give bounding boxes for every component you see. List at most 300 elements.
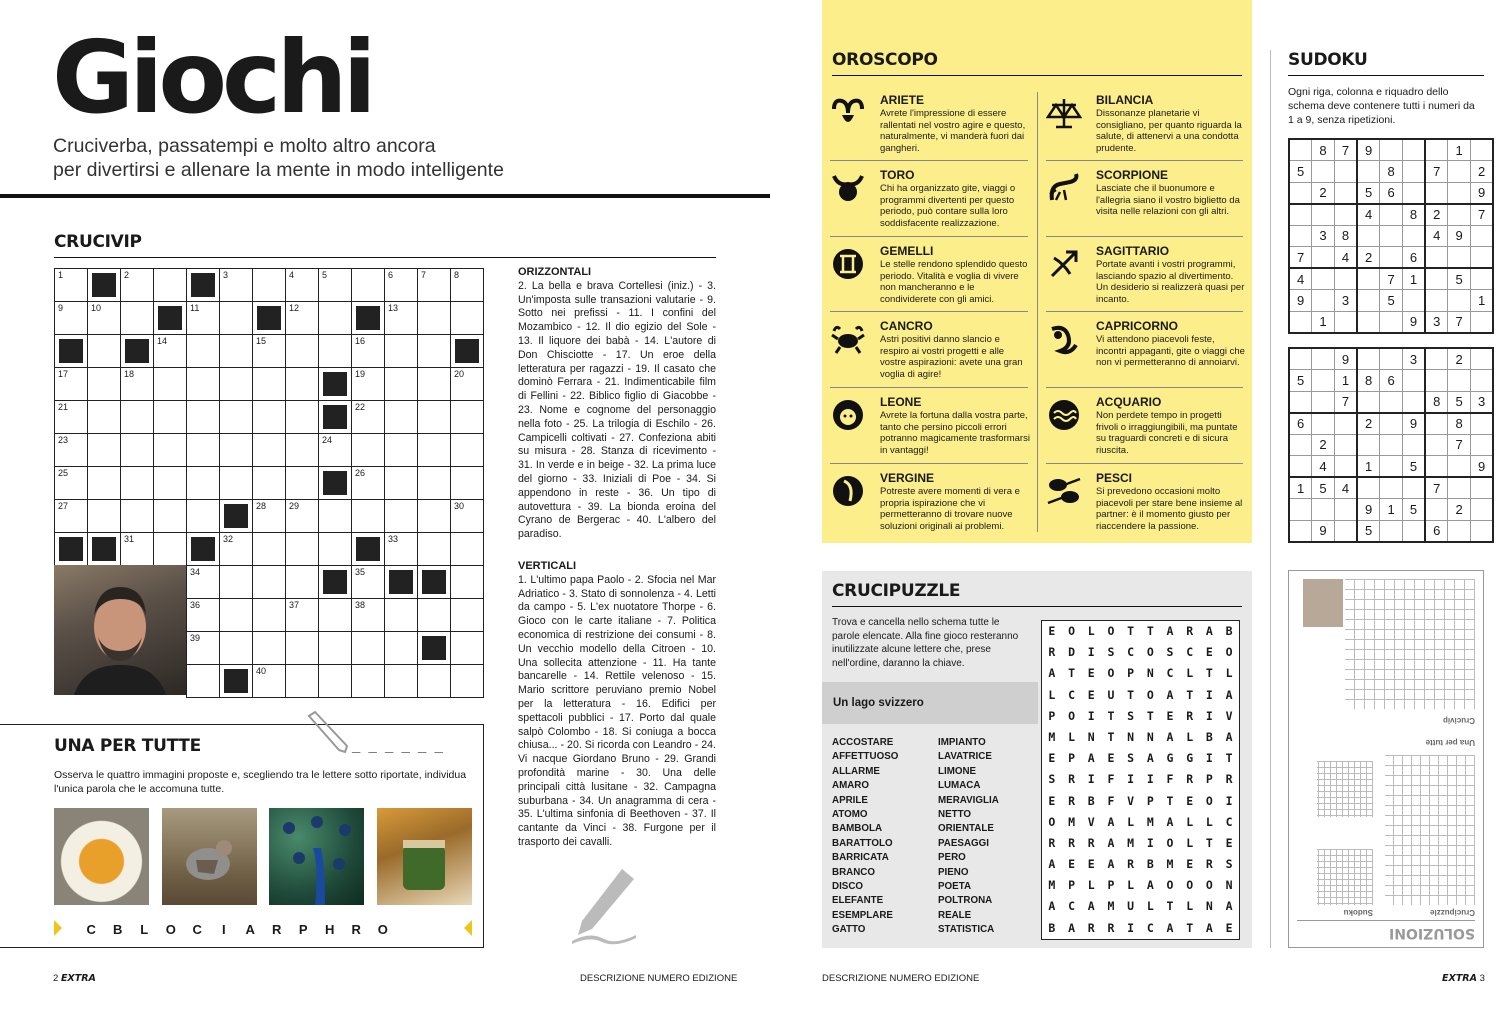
sudoku-cell[interactable] [1289, 139, 1312, 161]
sudoku-cell[interactable]: 2 [1471, 161, 1494, 183]
sudoku-cell[interactable] [1448, 247, 1471, 269]
wordsearch-letter[interactable]: I [1087, 645, 1095, 660]
crossword-cell[interactable] [88, 335, 121, 368]
crossword-cell[interactable] [385, 533, 418, 566]
wordsearch-letter[interactable]: A [1225, 687, 1233, 702]
sudoku-cell[interactable]: 7 [1448, 311, 1471, 333]
sudoku-cell[interactable]: 3 [1334, 290, 1357, 312]
wordsearch-letter[interactable]: G [1166, 751, 1174, 766]
crossword-cell[interactable] [319, 368, 352, 401]
wordsearch-letter[interactable]: E [1068, 857, 1075, 872]
wordsearch-letter[interactable]: R [1186, 772, 1194, 787]
crossword-cell[interactable] [385, 500, 418, 533]
crossword-cell[interactable] [154, 302, 187, 335]
sudoku-cell[interactable]: 2 [1357, 247, 1380, 269]
letter-tile[interactable]: P [298, 922, 308, 937]
wordsearch-letter[interactable]: S [1127, 751, 1135, 766]
crossword-cell[interactable] [220, 566, 253, 599]
sudoku-cell[interactable] [1448, 161, 1471, 183]
sudoku-cell[interactable] [1357, 348, 1380, 370]
wordsearch-letter[interactable]: S [1127, 708, 1135, 723]
wordsearch-letter[interactable]: O [1225, 645, 1233, 660]
wordsearch-letter[interactable]: E [1186, 857, 1194, 872]
sudoku-cell[interactable] [1380, 477, 1403, 499]
sudoku-cell[interactable]: 9 [1471, 182, 1494, 204]
crossword-cell[interactable] [187, 401, 220, 434]
wordsearch-letter[interactable]: T [1166, 793, 1174, 808]
wordsearch-letter[interactable]: I [1146, 835, 1154, 850]
crossword-cell[interactable] [121, 500, 154, 533]
wordsearch-letter[interactable]: I [1205, 751, 1213, 766]
crossword-cell[interactable] [253, 269, 286, 302]
sudoku-cell[interactable] [1402, 520, 1425, 542]
wordsearch-letter[interactable]: C [1068, 687, 1075, 702]
sudoku-cell[interactable] [1425, 247, 1448, 269]
wordsearch-letter[interactable]: T [1186, 687, 1194, 702]
sudoku-cell[interactable] [1312, 391, 1335, 413]
crossword-cell[interactable] [451, 401, 484, 434]
wordsearch-letter[interactable]: B [1048, 920, 1056, 935]
crossword-cell[interactable] [220, 533, 253, 566]
sudoku-cell[interactable] [1289, 499, 1312, 521]
crossword-cell[interactable] [418, 665, 451, 698]
sudoku-cell[interactable] [1312, 268, 1335, 290]
sudoku-cell[interactable] [1357, 391, 1380, 413]
crossword-cell[interactable] [418, 368, 451, 401]
crossword-cell[interactable] [55, 269, 88, 302]
crossword-cell[interactable] [55, 533, 88, 566]
sudoku-cell[interactable] [1425, 456, 1448, 478]
sudoku-cell[interactable]: 9 [1402, 311, 1425, 333]
crossword-cell[interactable] [385, 269, 418, 302]
wordsearch-letter[interactable]: P [1146, 793, 1154, 808]
crossword-cell[interactable] [154, 368, 187, 401]
crossword-cell[interactable] [88, 269, 121, 302]
crossword-cell[interactable] [385, 401, 418, 434]
crossword-cell[interactable] [418, 434, 451, 467]
sudoku-cell[interactable] [1380, 456, 1403, 478]
letter-tile[interactable]: R [272, 922, 282, 937]
wordsearch-letter[interactable]: R [1048, 835, 1056, 850]
wordsearch-letter[interactable]: V [1225, 708, 1233, 723]
sudoku-cell[interactable]: 1 [1289, 477, 1312, 499]
crossword-cell[interactable] [187, 434, 220, 467]
crossword-cell[interactable] [418, 533, 451, 566]
sudoku-cell[interactable] [1334, 434, 1357, 456]
wordsearch-letter[interactable]: M [1146, 814, 1154, 829]
wordsearch-letter[interactable]: N [1146, 666, 1154, 681]
crossword-cell[interactable] [154, 500, 187, 533]
crossword-cell[interactable] [451, 500, 484, 533]
sudoku-cell[interactable]: 3 [1402, 348, 1425, 370]
crossword-cell[interactable] [121, 401, 154, 434]
wordsearch-letter[interactable]: T [1205, 666, 1213, 681]
sudoku-cell[interactable] [1448, 290, 1471, 312]
crossword-cell[interactable] [55, 434, 88, 467]
wordsearch-letter[interactable]: T [1146, 708, 1154, 723]
wordsearch-letter[interactable]: R [1127, 857, 1135, 872]
sudoku-cell[interactable]: 9 [1402, 413, 1425, 435]
crossword-cell[interactable] [253, 599, 286, 632]
crossword-cell[interactable] [187, 500, 220, 533]
crossword-cell[interactable] [352, 434, 385, 467]
wordsearch-letter[interactable]: I [1127, 772, 1135, 787]
sudoku-cell[interactable]: 1 [1357, 456, 1380, 478]
wordsearch-letter[interactable]: O [1107, 666, 1115, 681]
sudoku-cell[interactable]: 9 [1289, 290, 1312, 312]
wordsearch-letter[interactable]: E [1048, 793, 1056, 808]
wordsearch-letter[interactable]: T [1127, 687, 1135, 702]
wordsearch-letter[interactable]: N [1146, 729, 1154, 744]
sudoku-cell[interactable]: 2 [1425, 204, 1448, 226]
wordsearch-letter[interactable]: A [1166, 729, 1174, 744]
crossword-cell[interactable] [220, 269, 253, 302]
wordsearch-letter[interactable]: E [1048, 624, 1056, 638]
sudoku-cell[interactable] [1380, 434, 1403, 456]
sudoku-cell[interactable]: 6 [1402, 247, 1425, 269]
sudoku-cell[interactable]: 4 [1334, 247, 1357, 269]
crossword-cell[interactable] [187, 269, 220, 302]
wordsearch-letter[interactable]: T [1166, 899, 1174, 914]
crossword-cell[interactable] [451, 368, 484, 401]
crossword-cell[interactable] [253, 434, 286, 467]
crossword-cell[interactable] [220, 467, 253, 500]
sudoku-cell[interactable]: 2 [1448, 348, 1471, 370]
wordsearch-letter[interactable]: B [1087, 793, 1095, 808]
crossword-cell[interactable] [385, 632, 418, 665]
crossword-cell[interactable] [154, 401, 187, 434]
crossword-cell[interactable] [187, 302, 220, 335]
sudoku-cell[interactable] [1471, 311, 1494, 333]
sudoku-cell[interactable] [1312, 413, 1335, 435]
sudoku-cell[interactable]: 7 [1471, 204, 1494, 226]
sudoku-cell[interactable]: 7 [1425, 161, 1448, 183]
crossword-cell[interactable] [88, 302, 121, 335]
wordsearch-letter[interactable]: A [1107, 814, 1115, 829]
sudoku-cell[interactable] [1471, 434, 1494, 456]
sudoku-cell[interactable] [1380, 520, 1403, 542]
crossword-cell[interactable] [253, 500, 286, 533]
crossword-cell[interactable] [385, 335, 418, 368]
wordsearch-letter[interactable]: A [1068, 920, 1075, 935]
wordsearch-letter[interactable]: L [1186, 899, 1194, 914]
crossword-cell[interactable] [451, 467, 484, 500]
crossword-cell[interactable] [286, 401, 319, 434]
wordsearch-letter[interactable]: L [1127, 814, 1135, 829]
crossword-cell[interactable] [253, 566, 286, 599]
wordsearch-letter[interactable]: S [1048, 772, 1056, 787]
wordsearch-letter[interactable]: P [1068, 878, 1075, 893]
wordsearch-letter[interactable]: E [1087, 857, 1095, 872]
wordsearch-letter[interactable]: C [1146, 920, 1154, 935]
letter-tile[interactable]: O [165, 922, 176, 937]
crossword-cell[interactable] [88, 401, 121, 434]
crossword-cell[interactable] [88, 467, 121, 500]
crossword-cell[interactable] [55, 368, 88, 401]
sudoku-cell[interactable] [1402, 182, 1425, 204]
wordsearch-letter[interactable]: O [1068, 708, 1075, 723]
wordsearch-letter[interactable]: C [1225, 814, 1233, 829]
crossword-cell[interactable] [286, 665, 319, 698]
letter-tile[interactable]: O [377, 922, 388, 937]
crossword-cell[interactable] [319, 533, 352, 566]
sudoku-cell[interactable]: 5 [1402, 456, 1425, 478]
sudoku-cell[interactable] [1471, 477, 1494, 499]
crossword-cell[interactable] [319, 467, 352, 500]
letter-tile[interactable]: L [140, 922, 149, 937]
crossword-cell[interactable] [286, 566, 319, 599]
crossword-cell[interactable] [253, 335, 286, 368]
crossword-cell[interactable] [220, 632, 253, 665]
crossword-cell[interactable] [253, 467, 286, 500]
crossword-cell[interactable] [121, 269, 154, 302]
sudoku-cell[interactable]: 1 [1448, 139, 1471, 161]
sudoku-cell[interactable]: 6 [1380, 182, 1403, 204]
wordsearch-grid[interactable] [1041, 620, 1240, 940]
crossword-cell[interactable] [121, 467, 154, 500]
crossword-cell[interactable] [253, 401, 286, 434]
sudoku-cell[interactable]: 2 [1312, 182, 1335, 204]
sudoku-cell[interactable] [1334, 268, 1357, 290]
sudoku-cell[interactable] [1334, 311, 1357, 333]
sudoku-cell[interactable]: 3 [1312, 225, 1335, 247]
wordsearch-letter[interactable]: A [1166, 687, 1174, 702]
wordsearch-letter[interactable]: E [1205, 645, 1213, 660]
sudoku-cell[interactable]: 5 [1402, 499, 1425, 521]
sudoku-cell[interactable]: 8 [1448, 413, 1471, 435]
sudoku-cell[interactable]: 9 [1448, 225, 1471, 247]
sudoku-cell[interactable]: 8 [1312, 139, 1335, 161]
sudoku-cell[interactable]: 2 [1312, 434, 1335, 456]
sudoku-cell[interactable] [1425, 413, 1448, 435]
sudoku-cell[interactable] [1402, 225, 1425, 247]
sudoku-cell[interactable] [1402, 477, 1425, 499]
wordsearch-letter[interactable]: A [1048, 666, 1056, 681]
crossword-cell[interactable] [418, 269, 451, 302]
crossword-cell[interactable] [187, 467, 220, 500]
crossword-cell[interactable] [220, 665, 253, 698]
sudoku-cell[interactable] [1471, 225, 1494, 247]
wordsearch-letter[interactable]: O [1166, 878, 1174, 893]
wordsearch-letter[interactable]: O [1146, 645, 1154, 660]
wordsearch-letter[interactable]: A [1225, 899, 1233, 914]
wordsearch-letter[interactable]: A [1166, 920, 1174, 935]
wordsearch-letter[interactable]: I [1225, 793, 1233, 808]
crossword-cell[interactable] [385, 368, 418, 401]
wordsearch-letter[interactable]: A [1048, 857, 1056, 872]
wordsearch-letter[interactable]: L [1048, 687, 1056, 702]
sudoku-cell[interactable]: 1 [1471, 290, 1494, 312]
crossword-cell[interactable] [88, 500, 121, 533]
crossword-cell[interactable] [319, 302, 352, 335]
crossword-cell[interactable] [352, 533, 385, 566]
wordsearch-letter[interactable]: R [1087, 835, 1095, 850]
wordsearch-letter[interactable]: R [1205, 857, 1213, 872]
sudoku-cell[interactable] [1380, 204, 1403, 226]
sudoku-cell[interactable] [1357, 225, 1380, 247]
wordsearch-letter[interactable]: T [1146, 624, 1154, 638]
crossword-cell[interactable] [385, 566, 418, 599]
crossword-cell[interactable] [286, 500, 319, 533]
sudoku-cell[interactable] [1448, 477, 1471, 499]
wordsearch-letter[interactable]: L [1186, 729, 1194, 744]
wordsearch-letter[interactable]: A [1107, 835, 1115, 850]
crossword-cell[interactable] [451, 632, 484, 665]
wordsearch-letter[interactable]: S [1166, 645, 1174, 660]
sudoku-cell[interactable] [1448, 204, 1471, 226]
crossword-cell[interactable] [319, 500, 352, 533]
wordsearch-letter[interactable]: O [1048, 814, 1056, 829]
sudoku-cell[interactable]: 5 [1380, 290, 1403, 312]
sudoku-cell[interactable] [1402, 434, 1425, 456]
wordsearch-letter[interactable]: L [1186, 666, 1194, 681]
crossword-cell[interactable] [286, 434, 319, 467]
wordsearch-letter[interactable]: O [1146, 687, 1154, 702]
wordsearch-letter[interactable]: P [1205, 772, 1213, 787]
wordsearch-letter[interactable]: O [1205, 793, 1213, 808]
crossword-cell[interactable] [319, 566, 352, 599]
crossword-cell[interactable] [121, 335, 154, 368]
crossword-cell[interactable] [352, 500, 385, 533]
wordsearch-letter[interactable]: L [1068, 729, 1075, 744]
crossword-cell[interactable] [352, 467, 385, 500]
sudoku-cell[interactable] [1402, 161, 1425, 183]
letter-tile[interactable]: I [221, 922, 226, 937]
crossword-cell[interactable] [352, 302, 385, 335]
wordsearch-letter[interactable]: O [1107, 624, 1115, 638]
sudoku-cell[interactable]: 5 [1289, 370, 1312, 392]
wordsearch-letter[interactable]: A [1166, 814, 1174, 829]
wordsearch-letter[interactable]: O [1068, 624, 1075, 638]
wordsearch-letter[interactable]: U [1127, 899, 1135, 914]
sudoku-cell[interactable]: 1 [1402, 268, 1425, 290]
sudoku-cell[interactable]: 7 [1289, 247, 1312, 269]
wordsearch-letter[interactable]: F [1107, 772, 1115, 787]
crossword-cell[interactable] [385, 434, 418, 467]
sudoku-cell[interactable] [1357, 477, 1380, 499]
sudoku-cell[interactable]: 9 [1312, 520, 1335, 542]
wordsearch-letter[interactable]: E [1107, 751, 1115, 766]
sudoku-cell[interactable] [1380, 225, 1403, 247]
wordsearch-letter[interactable]: A [1166, 624, 1174, 638]
wordsearch-letter[interactable]: R [1068, 793, 1075, 808]
sudoku-cell[interactable]: 2 [1448, 499, 1471, 521]
wordsearch-letter[interactable]: I [1146, 772, 1154, 787]
wordsearch-letter[interactable]: L [1127, 878, 1135, 893]
wordsearch-letter[interactable]: A [1087, 751, 1095, 766]
sudoku-cell[interactable] [1357, 290, 1380, 312]
sudoku-cell[interactable]: 7 [1334, 391, 1357, 413]
wordsearch-letter[interactable]: M [1127, 835, 1135, 850]
sudoku-cell[interactable] [1357, 161, 1380, 183]
sudoku-cell[interactable] [1312, 370, 1335, 392]
crossword-cell[interactable] [418, 566, 451, 599]
sudoku-cell[interactable] [1448, 370, 1471, 392]
wordsearch-letter[interactable]: U [1107, 687, 1115, 702]
sudoku-cell[interactable]: 6 [1380, 370, 1403, 392]
sudoku-cell[interactable]: 6 [1289, 413, 1312, 435]
wordsearch-letter[interactable]: E [1087, 687, 1095, 702]
crossword-cell[interactable] [385, 665, 418, 698]
sudoku-cell[interactable] [1448, 182, 1471, 204]
crossword-cell[interactable] [352, 335, 385, 368]
crossword-cell[interactable] [121, 434, 154, 467]
wordsearch-letter[interactable]: O [1186, 878, 1194, 893]
wordsearch-letter[interactable]: I [1127, 920, 1135, 935]
crossword-cell[interactable] [253, 302, 286, 335]
sudoku-cell[interactable] [1334, 161, 1357, 183]
sudoku-cell[interactable] [1380, 311, 1403, 333]
wordsearch-letter[interactable]: I [1205, 708, 1213, 723]
crossword-cell[interactable] [418, 632, 451, 665]
wordsearch-letter[interactable]: L [1186, 814, 1194, 829]
wordsearch-letter[interactable]: N [1127, 729, 1135, 744]
sudoku-cell[interactable]: 9 [1357, 499, 1380, 521]
crossword-cell[interactable] [154, 434, 187, 467]
wordsearch-letter[interactable]: M [1068, 814, 1075, 829]
crossword-cell[interactable] [220, 599, 253, 632]
crossword-cell[interactable] [220, 434, 253, 467]
sudoku-cell[interactable] [1289, 391, 1312, 413]
crossword-cell[interactable] [154, 269, 187, 302]
wordsearch-letter[interactable]: P [1048, 708, 1056, 723]
letter-tile[interactable]: R [351, 922, 361, 937]
wordsearch-letter[interactable]: P [1127, 666, 1135, 681]
crossword-cell[interactable] [121, 533, 154, 566]
sudoku-cell[interactable]: 5 [1312, 477, 1335, 499]
wordsearch-letter[interactable]: V [1127, 793, 1135, 808]
wordsearch-letter[interactable]: D [1068, 645, 1075, 660]
wordsearch-letter[interactable]: M [1107, 899, 1115, 914]
crossword-cell[interactable] [154, 467, 187, 500]
sudoku-cell[interactable] [1471, 139, 1494, 161]
crossword-cell[interactable] [451, 533, 484, 566]
wordsearch-letter[interactable]: V [1087, 814, 1095, 829]
sudoku-cell[interactable]: 1 [1380, 499, 1403, 521]
wordsearch-letter[interactable]: R [1107, 920, 1115, 935]
wordsearch-letter[interactable]: P [1107, 878, 1115, 893]
sudoku-cell[interactable]: 8 [1357, 370, 1380, 392]
sudoku-cell[interactable]: 3 [1471, 391, 1494, 413]
crossword-cell[interactable] [352, 269, 385, 302]
crossword-cell[interactable] [352, 632, 385, 665]
sudoku-cell[interactable] [1312, 247, 1335, 269]
sudoku-cell[interactable] [1334, 499, 1357, 521]
crossword-cell[interactable] [55, 302, 88, 335]
sudoku-cell[interactable] [1425, 348, 1448, 370]
wordsearch-letter[interactable]: L [1087, 878, 1095, 893]
crossword-cell[interactable] [286, 335, 319, 368]
sudoku-cell[interactable] [1425, 182, 1448, 204]
sudoku-grid-1[interactable] [1288, 138, 1494, 334]
sudoku-cell[interactable]: 5 [1448, 268, 1471, 290]
wordsearch-letter[interactable]: A [1146, 878, 1154, 893]
sudoku-cell[interactable] [1312, 499, 1335, 521]
sudoku-cell[interactable] [1380, 413, 1403, 435]
crossword-cell[interactable] [418, 401, 451, 434]
sudoku-cell[interactable] [1289, 204, 1312, 226]
crossword-cell[interactable] [418, 302, 451, 335]
crossword-cell[interactable] [418, 599, 451, 632]
sudoku-cell[interactable] [1425, 370, 1448, 392]
crossword-cell[interactable] [451, 599, 484, 632]
sudoku-cell[interactable] [1380, 139, 1403, 161]
wordsearch-letter[interactable]: R [1068, 772, 1075, 787]
crossword-cell[interactable] [286, 302, 319, 335]
sudoku-cell[interactable] [1312, 204, 1335, 226]
sudoku-cell[interactable] [1289, 311, 1312, 333]
sudoku-cell[interactable] [1289, 456, 1312, 478]
